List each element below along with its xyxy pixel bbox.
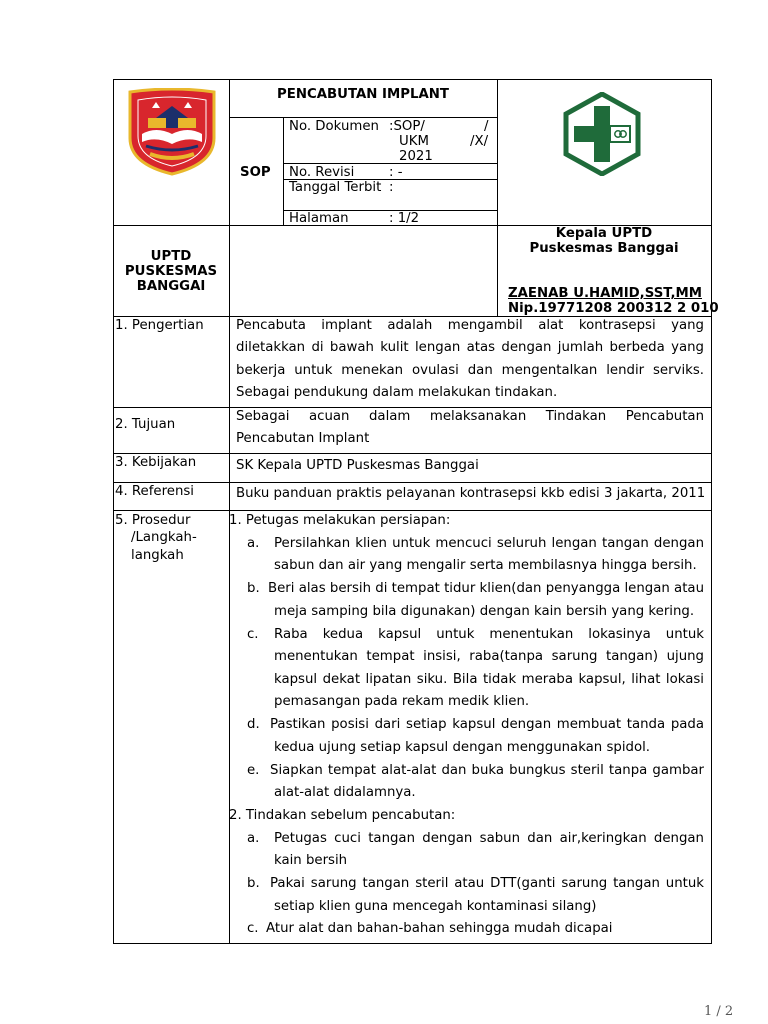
table-bottom-border: [113, 943, 712, 944]
list-item-text: menentukan tempat insisi, raba(tanpa sarung tangan) ujung: [274, 649, 704, 664]
list-item-text: meja samping bila digunakan) dengan kain bersih yang kering.: [274, 604, 695, 619]
section-label-prosedur: 5. Prosedur: [115, 513, 191, 528]
row-divider: [113, 453, 712, 454]
list-item-text: sabun dan air yang mengalir serta membilasnya hingga bersih.: [274, 558, 697, 573]
body-text-line: SK Kepala UPTD Puskesmas Banggai: [236, 458, 479, 473]
row-divider: [283, 163, 497, 164]
tanggal-terbit-value: :: [389, 180, 394, 195]
sop-column-divider: [283, 117, 284, 225]
signatory-name: ZAENAB U.HAMID,SST,MM: [508, 286, 702, 301]
no-dokumen-value: 2021: [399, 149, 433, 164]
document-title: PENCABUTAN IMPLANT: [277, 87, 449, 102]
body-text-line: Buku panduan praktis pelayanan kontrasepsi kkb edisi 3 jakarta, 2011: [236, 486, 706, 501]
no-revisi-value: : -: [389, 165, 403, 180]
kepala-title: Kepala UPTD: [555, 226, 653, 241]
list-item-text: kapsul dekat lipatan siku. Bila tidak meraba kapsul, lihat lokasi: [274, 672, 704, 687]
org-name-line: BANGGAI: [136, 279, 206, 294]
sop-label: SOP: [240, 165, 271, 180]
table-left-border: [113, 79, 114, 944]
header-column-divider: [497, 79, 498, 316]
halaman-value: : 1/2: [389, 211, 420, 226]
list-item-text: pemasangan pada rekam medik klien.: [274, 694, 530, 709]
section-label-pengertian: 1. Pengertian: [115, 318, 204, 333]
halaman-label: Halaman: [289, 211, 349, 226]
procedure-step-heading: 1. Petugas melakukan persiapan:: [229, 513, 451, 528]
signatory-nip: Nip.19771208 200312 2 010: [508, 301, 719, 316]
list-marker: b.: [247, 876, 260, 891]
list-marker: d.: [247, 717, 260, 732]
title-row-divider: [229, 117, 497, 118]
list-item-text: Beri alas bersih di tempat tidur klien(dan penyangga lengan atau: [268, 581, 704, 596]
no-dokumen-label: No. Dokumen: [289, 119, 379, 134]
row-divider: [113, 510, 712, 511]
list-marker: c.: [247, 627, 259, 642]
no-dokumen-value: UKM: [399, 134, 429, 149]
section-label-prosedur: /Langkah-: [131, 530, 197, 545]
list-item-text: kain bersih: [274, 853, 348, 868]
list-item-text: setiap klien guna mencegah kontaminasi silang): [274, 899, 597, 914]
regency-emblem-logo: [126, 88, 218, 176]
list-marker: a.: [247, 831, 260, 846]
section-label-tujuan: 2. Tujuan: [115, 417, 176, 432]
table-top-border: [113, 79, 712, 80]
tanggal-terbit-label: Tanggal Terbit: [289, 180, 382, 195]
no-dokumen-value: :SOP/: [389, 119, 425, 134]
org-name-line: PUSKESMAS: [124, 264, 218, 279]
list-item-text: kedua ujung setiap kapsul dengan menggunakan spidol.: [274, 740, 651, 755]
kepala-title: Puskesmas Banggai: [529, 241, 679, 256]
body-text-line: Sebagai pendukung dalam melakukan tindakan.: [236, 385, 558, 400]
list-item-text: Pastikan posisi dari setiap kapsul dengan membuat tanda pada: [270, 717, 704, 732]
no-dokumen-value: /X/: [470, 134, 489, 149]
section-label-prosedur: langkah: [131, 548, 184, 563]
org-name-line: UPTD: [150, 249, 192, 264]
puskesmas-logo: [563, 92, 641, 176]
row-divider: [113, 407, 712, 408]
procedure-step-heading: 2. Tindakan sebelum pencabutan:: [229, 808, 456, 823]
no-dokumen-value: /: [484, 119, 489, 134]
section-label-referensi: 4. Referensi: [115, 484, 195, 499]
row-divider: [113, 482, 712, 483]
body-text-line: Pencabuta implant adalah mengambil alat kontrasepsi yang: [236, 318, 704, 333]
page-number: 1 / 2: [704, 1004, 734, 1019]
body-text-line: Pencabutan Implant: [236, 431, 370, 446]
body-text-line: diletakkan di bawah kulit lengan atas dengan jumlah berbeda yang: [236, 340, 704, 355]
list-item-text: Siapkan tempat alat-alat dan buka bungkus steril tanpa gambar: [270, 763, 704, 778]
no-revisi-label: No. Revisi: [289, 165, 355, 180]
list-marker: b.: [247, 581, 260, 596]
body-text-line: bekerja untuk menekan ovulasi dan mengentalkan lendir serviks.: [236, 363, 704, 378]
body-text-line: Sebagai acuan dalam melaksanakan Tindakan Pencabutan: [236, 409, 704, 424]
table-right-border: [711, 79, 712, 944]
list-item-text: Petugas cuci tangan dengan sabun dan air,keringkan dengan: [274, 831, 704, 846]
list-item-text: Raba kedua kapsul untuk menentukan lokasinya untuk: [274, 627, 704, 642]
list-marker: c.: [247, 921, 259, 936]
list-marker: e.: [247, 763, 260, 778]
list-item-text: alat-alat didalamnya.: [274, 785, 416, 800]
section-label-kebijakan: 3. Kebijakan: [115, 455, 197, 470]
list-item-text: Persilahkan klien untuk mencuci seluruh lengan tangan dengan: [274, 536, 704, 551]
list-item-text: Pakai sarung tangan steril atau DTT(ganti sarung tangan untuk: [270, 876, 704, 891]
list-item-text: Atur alat dan bahan-bahan sehingga mudah dicapai: [266, 921, 613, 936]
list-marker: a.: [247, 536, 260, 551]
